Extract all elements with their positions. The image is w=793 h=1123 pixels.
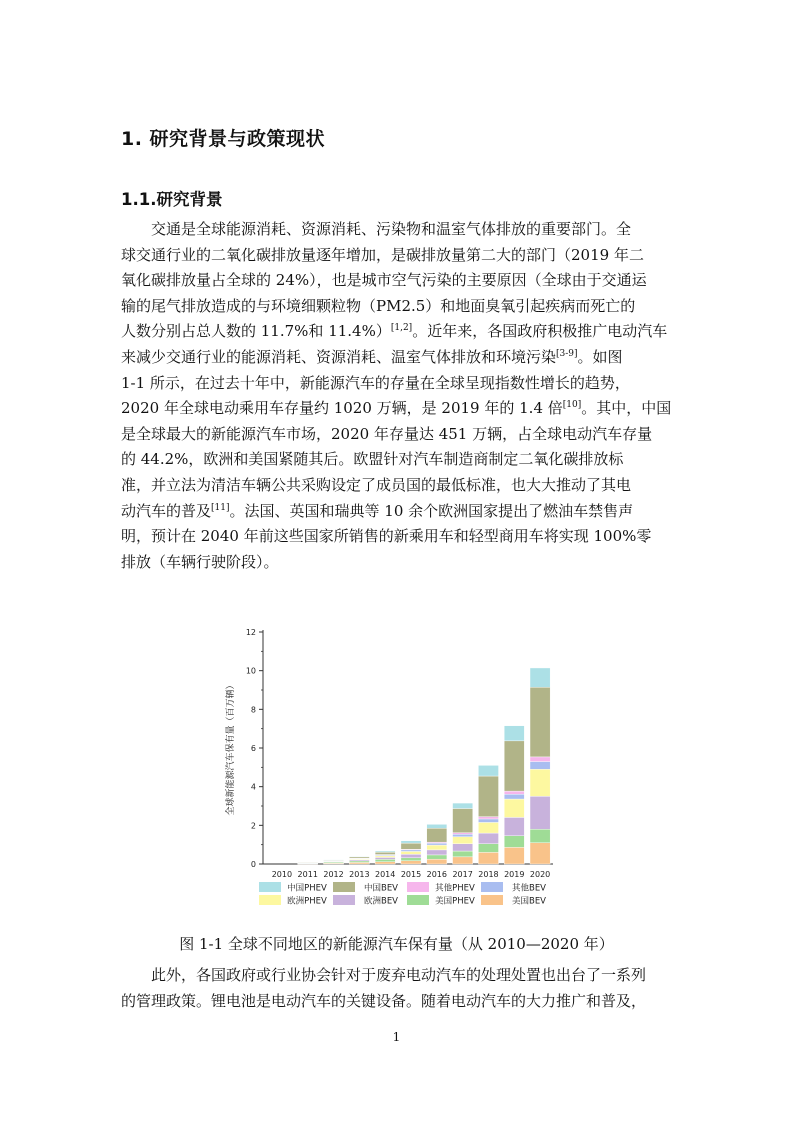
subsection-heading: 1.1.研究背景 xyxy=(121,190,223,209)
text-line xyxy=(121,963,681,989)
legend-label: 其他BEV xyxy=(511,883,547,894)
bar-segment xyxy=(375,857,395,859)
line-text: 球交通行业的二氧化碳排放量逐年增加，是碳排放量第二大的部门（2019 年二 xyxy=(121,245,644,264)
bar-segment xyxy=(375,856,395,858)
text-line xyxy=(121,243,681,269)
line-text: 交通是全球能源消耗、资源消耗、污染物和温室气体排放的重要部门。全 xyxy=(151,220,632,238)
bar-segment xyxy=(504,794,524,799)
text-line xyxy=(121,447,681,473)
y-axis-label: 全球新能源汽车保有量（百万辆） xyxy=(226,680,236,816)
bar-segment xyxy=(478,844,498,853)
bar-segment xyxy=(453,809,473,833)
figure-caption: 图 1-1 全球不同地区的新能源汽车保有量（从 2010—2020 年） xyxy=(179,935,614,953)
bar-segment xyxy=(401,861,421,864)
bar-segment xyxy=(478,852,498,864)
bar-segment xyxy=(453,803,473,808)
bar-segment xyxy=(504,726,524,741)
text-line xyxy=(121,499,681,525)
legend-label: 其他PHEV xyxy=(435,883,475,894)
bar-segment xyxy=(530,829,550,843)
bar-segment xyxy=(504,847,524,864)
y-tick-label: 12 xyxy=(245,628,256,637)
figure-1-1 xyxy=(215,622,575,926)
line-text: 动汽车的普及 xyxy=(121,501,212,520)
bar-segment xyxy=(453,834,473,837)
line-text: 是全球最大的新能源汽车市场，2020 年存量达 451 万辆，占全球电动汽车存量 xyxy=(121,424,653,443)
bar-segment xyxy=(375,859,395,861)
bar-segment xyxy=(401,850,421,852)
line-text: 来减少交通行业的能源消耗、资源消耗、温室气体排放和环境污染 xyxy=(121,347,557,366)
bar-segment xyxy=(530,687,550,757)
bar-segment xyxy=(478,817,498,819)
bar-segment xyxy=(401,851,421,854)
y-tick-label: 10 xyxy=(245,666,256,676)
citation-ref: [11] xyxy=(211,502,230,513)
text-line xyxy=(121,524,681,550)
legend-swatch xyxy=(333,895,355,905)
x-tick-label: 2010 xyxy=(271,870,293,879)
legend-swatch xyxy=(259,895,281,905)
bar-segment xyxy=(427,843,447,845)
legend-swatch xyxy=(481,882,503,892)
text-line xyxy=(121,217,681,243)
bar-segment xyxy=(504,741,524,791)
x-tick-label: 2020 xyxy=(529,870,551,879)
x-tick-label: 2015 xyxy=(400,870,422,879)
legend-label: 美国BEV xyxy=(511,896,547,907)
bar-segment xyxy=(349,856,369,857)
x-tick-label: 2017 xyxy=(452,870,473,879)
y-tick-label: 2 xyxy=(250,821,256,831)
bar-segment xyxy=(453,833,473,835)
bar-segment xyxy=(375,862,395,864)
text-line xyxy=(121,371,681,397)
x-tick-label: 2016 xyxy=(426,870,447,879)
x-tick-label: 2013 xyxy=(349,870,370,879)
bar-segment xyxy=(453,844,473,851)
page-number: 1 xyxy=(392,1030,401,1044)
bar-segment xyxy=(504,791,524,794)
legend-swatch xyxy=(407,882,429,892)
text-line xyxy=(121,345,681,371)
line-text: 。如图 xyxy=(577,347,623,366)
x-tick-label: 2018 xyxy=(478,870,499,879)
bar-segment xyxy=(530,757,550,762)
bar-segment xyxy=(427,828,447,842)
bar-segment xyxy=(427,859,447,864)
bar-segment xyxy=(427,845,447,850)
legend-label: 欧洲PHEV xyxy=(287,896,327,907)
line-text: 1-1 所示，在过去十年中，新能源汽车的存量在全球呈现指数性增长的趋势， xyxy=(121,373,630,392)
citation-ref: [3-9] xyxy=(556,348,578,359)
legend-label: 中国BEV xyxy=(363,883,399,894)
bar-segment xyxy=(530,762,550,770)
body-paragraph-2 xyxy=(121,963,681,1014)
text-line xyxy=(121,319,681,345)
line-text: 2020 年全球电动乘用车存量约 1020 万辆，是 2019 年的 1.4 倍 xyxy=(121,399,563,418)
bar-segment xyxy=(453,857,473,864)
bar-segment xyxy=(349,862,369,864)
text-line xyxy=(121,268,681,294)
x-tick-label: 2019 xyxy=(504,870,525,879)
line-text: 准，并立法为清洁车辆公共采购设定了成员国的最低标准，也大大推动了其电 xyxy=(121,475,632,494)
text-line xyxy=(121,473,681,499)
line-text: 的管理政策。锂电池是电动汽车的关键设备。随着电动汽车的大力推广和普及， xyxy=(121,991,647,1010)
y-tick-label: 6 xyxy=(250,744,256,753)
y-tick-label: 0 xyxy=(250,860,256,869)
text-line xyxy=(121,396,681,422)
bar-segment xyxy=(298,862,318,863)
line-text: 输的尾气排放造成的与环境细颗粒物（PM2.5）和地面臭氧引起疾病而死亡的 xyxy=(121,296,636,315)
bar-segment xyxy=(427,850,447,855)
citation-ref: [10] xyxy=(562,400,582,411)
line-text: 。其中，中国 xyxy=(581,399,672,418)
line-text: 此外，各国政府或行业协会针对于废弃电动汽车的处理处置也出台了一系列 xyxy=(151,966,647,984)
bar-segment xyxy=(478,833,498,844)
y-tick-label: 4 xyxy=(250,782,256,792)
legend-swatch xyxy=(407,895,429,905)
bar-segment xyxy=(427,824,447,828)
section-heading: 1. 研究背景与政策现状 xyxy=(121,128,326,150)
x-tick-label: 2014 xyxy=(375,870,396,879)
legend-label: 中国PHEV xyxy=(287,883,327,894)
x-tick-label: 2011 xyxy=(297,870,318,879)
line-text: 明，预计在 2040 年前这些国家所销售的新乘用车和轻型商用车将实现 100%零 xyxy=(121,527,652,546)
bar-segment xyxy=(323,860,343,861)
bar-segment xyxy=(530,843,550,864)
bar-segment xyxy=(453,851,473,857)
x-tick-label: 2012 xyxy=(323,870,344,879)
bar-segment xyxy=(375,852,395,854)
citation-ref: [1,2] xyxy=(390,323,413,334)
bar-segment xyxy=(375,851,395,852)
legend-label: 欧洲BEV xyxy=(363,896,399,907)
bar-segment xyxy=(478,819,498,822)
legend-swatch xyxy=(333,882,355,892)
bar-segment xyxy=(504,817,524,835)
line-text: 氧化碳排放量占全球的 24%），也是城市空气污染的主要原因（全球由于交通运 xyxy=(121,271,647,290)
text-line xyxy=(121,294,681,320)
bar-segment xyxy=(478,776,498,817)
bar-segment xyxy=(530,796,550,829)
legend-swatch xyxy=(259,882,281,892)
bar-segment xyxy=(401,858,421,861)
bar-segment xyxy=(427,855,447,859)
line-text: 。近年来，各国政府积极推广电动汽车 xyxy=(412,322,668,341)
bar-segment xyxy=(401,841,421,843)
bar-segment xyxy=(349,861,369,863)
text-line xyxy=(121,422,681,448)
bar-segment xyxy=(478,765,498,776)
bar-segment xyxy=(504,799,524,817)
text-line xyxy=(121,550,681,576)
legend-label: 美国PHEV xyxy=(435,896,475,907)
body-paragraph-1 xyxy=(121,217,681,575)
legend-swatch xyxy=(481,895,503,905)
bar-segment xyxy=(530,769,550,796)
bar-segment xyxy=(530,668,550,687)
line-text: 人数分别占总人数的 11.7%和 11.4%） xyxy=(121,322,391,341)
line-text: 排放（车辆行驶阶段）。 xyxy=(121,552,279,571)
bar-segment xyxy=(478,822,498,833)
bar-segment xyxy=(504,836,524,848)
text-line xyxy=(121,989,681,1015)
line-text: 的 44.2%，欧洲和美国紧随其后。欧盟针对汽车制造商制定二氧化碳排放标 xyxy=(121,450,624,469)
y-tick-label: 8 xyxy=(250,705,256,715)
bar-segment xyxy=(401,843,421,849)
stacked-bar-chart xyxy=(215,622,575,922)
bar-segment xyxy=(453,837,473,844)
bar-segment xyxy=(401,854,421,857)
line-text: 。法国、英国和瑞典等 10 余个欧洲国家提出了燃油车禁售声 xyxy=(229,501,634,520)
